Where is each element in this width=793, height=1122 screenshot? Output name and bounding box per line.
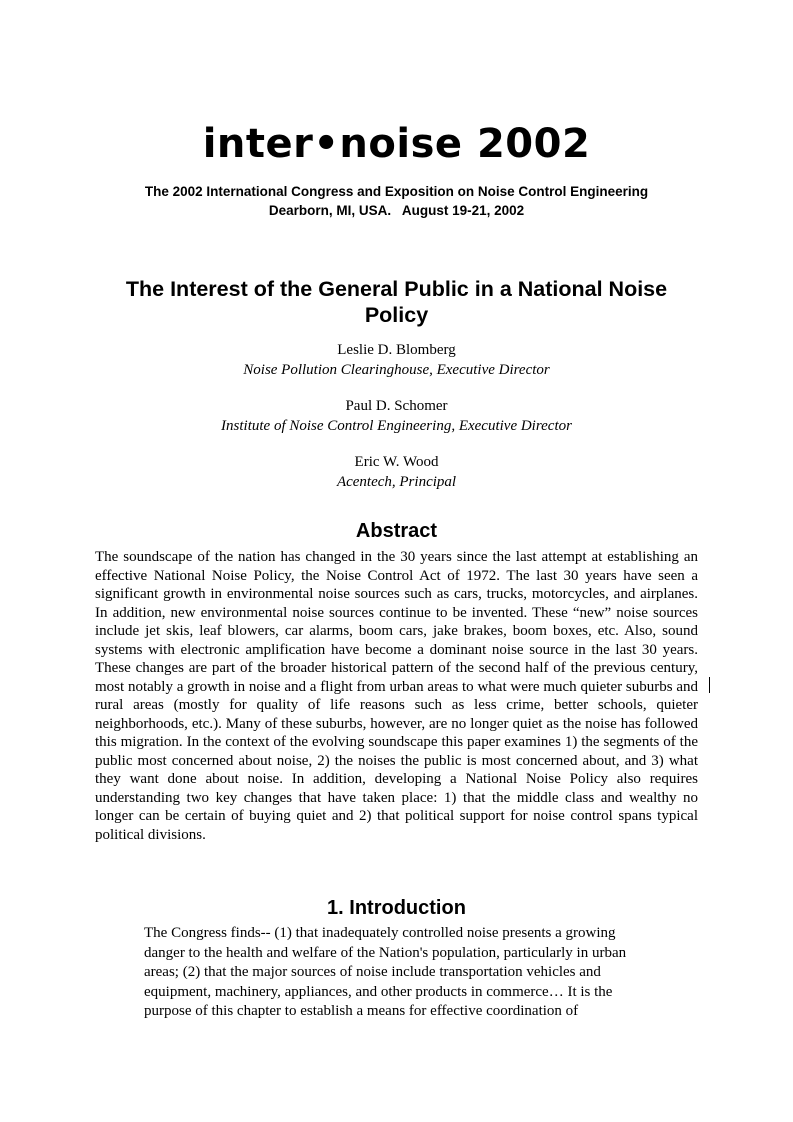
- paper-title: The Interest of the General Public in a National Noise Policy: [125, 277, 668, 327]
- congress-line: The 2002 International Congress and Exposition on Noise Control Engineering: [144, 184, 649, 199]
- author-name: Leslie D. Blomberg: [337, 342, 456, 358]
- conference-info: [0, 182, 793, 220]
- revision-bar: [709, 677, 710, 693]
- author-affiliation: Institute of Noise Control Engineering, Executive Director: [221, 418, 572, 434]
- location-line: Dearborn, MI, USA. August 19-21, 2002: [268, 203, 525, 218]
- author-block: [0, 340, 793, 380]
- abstract-heading: Abstract: [355, 520, 438, 542]
- conference-logo: inter•noise 2002: [202, 121, 591, 167]
- introduction-quote: The Congress finds-- (1) that inadequately controlled noise presents a growing danger to the health and welfare of the Nation's population, particularly in urban areas; (2) that the major sources of noise include transportation vehicles and equipment, machinery, appliances, and other products in commerce… It is the purpose of this chapter to establish a means for effective coordination of: [144, 925, 627, 1019]
- author-name: Paul D. Schomer: [345, 398, 448, 414]
- author-block: [0, 396, 793, 436]
- introduction-heading: 1. Introduction: [327, 897, 466, 919]
- author-affiliation: Acentech, Principal: [336, 474, 457, 490]
- abstract-text: The soundscape of the nation has changed in the 30 years since the last attempt at establishing an effective National Noise Policy, the Noise Control Act of 1972. The last 30 years have seen a significant growth in environmental noise sources such as cars, trucks, motorcycles, and airplanes. In addition, new environmental noise sources continue to be invented. These “new” noise sources include jet skis, leaf blowers, car alarms, boom cars, jake brakes, boom boxes, etc. Also, sound systems with electronic amplification have become a dominant noise source in the last 30 years. These changes are part of the broader historical pattern of the second half of the previous century, most notably a growth in noise and a flight from urban areas to what were much quieter suburbs and rural areas (mostly for quality of life reasons such as less crime, better schools, quieter neighborhoods, etc.). Many of these suburbs, however, are no longer quiet as the noise has followed this migration. In the context of the evolving soundscape this paper examines 1) the segments of the public most concerned about noise, 2) the noises the public is most concerned about, and 3) what they want done about noise. In addition, developing a National Noise Policy also requires understanding two key changes that have taken place: 1) that the middle class and wealthy no longer can be certain of buying quiet and 2) that political support for noise control spans typical political divisions.: [95, 549, 698, 843]
- author-affiliation: Noise Pollution Clearinghouse, Executive Director: [243, 362, 550, 378]
- author-name: Eric W. Wood: [354, 454, 439, 470]
- author-block: [0, 452, 793, 492]
